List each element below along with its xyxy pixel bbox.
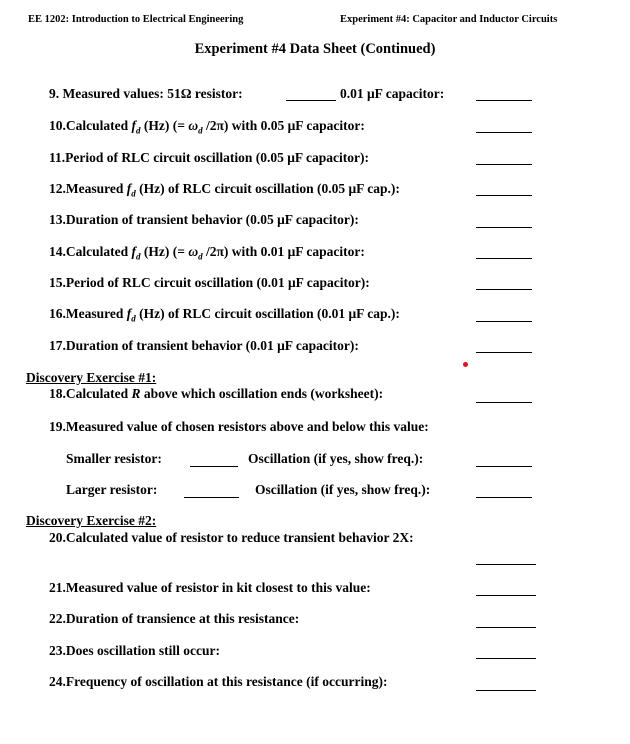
question-18: 18.Calculated R above which oscillation ends (worksheet):: [49, 386, 384, 401]
discovery-exercise-1-heading: Discovery Exercise #1:: [26, 370, 157, 385]
question-17: 17.Duration of transient behavior (0.01 μF capacitor):: [49, 338, 359, 353]
answer-line-21[interactable]: [476, 595, 536, 596]
answer-line-16[interactable]: [476, 321, 532, 322]
question-21: 21.Measured value of resistor in kit closest to this value:: [49, 580, 371, 595]
question-12: 12.Measured $f_d$ (Hz) of RLC circuit oscillation (0.05 μF cap.):: [49, 181, 400, 199]
question-19: 19.Measured value of chosen resistors above and below this value:: [49, 419, 429, 434]
discovery-exercise-2-heading: Discovery Exercise #2:: [26, 513, 157, 528]
answer-line-15[interactable]: [476, 289, 532, 290]
smaller-resistor-label: Smaller resistor:: [66, 451, 162, 466]
larger-oscillation-label: Oscillation (if yes, show freq.):: [255, 482, 431, 497]
question-11: 11.Period of RLC circuit oscillation (0.05 μF capacitor):: [49, 150, 369, 165]
red-marker-dot: [463, 362, 468, 367]
answer-line-10[interactable]: [476, 132, 532, 133]
answer-line-18[interactable]: [476, 402, 532, 403]
question-24: 24.Frequency of oscillation at this resistance (if occurring):: [49, 674, 388, 689]
answer-line-9-resistor[interactable]: [286, 100, 336, 101]
answer-line-smaller-resistor[interactable]: [190, 466, 238, 467]
question-22: 22.Duration of transience at this resistance:: [49, 611, 300, 626]
course-header: EE 1202: Introduction to Electrical Engineering: [28, 14, 244, 25]
answer-line-12[interactable]: [476, 195, 532, 196]
answer-line-24[interactable]: [476, 690, 536, 691]
answer-line-20[interactable]: [476, 564, 536, 565]
question-9-capacitor-label: 0.01 μF capacitor:: [340, 86, 445, 101]
question-14: 14.Calculated $f_d$ (Hz) (= $\omega_d$ /2π) with 0.01 μF capacitor:: [49, 244, 365, 262]
question-15: 15.Period of RLC circuit oscillation (0.01 μF capacitor):: [49, 275, 370, 290]
question-20: 20.Calculated value of resistor to reduce transient behavior 2X:: [49, 530, 414, 545]
question-9: 9. Measured values: 51Ω resistor:: [49, 86, 243, 101]
answer-line-22[interactable]: [476, 627, 536, 628]
question-13: 13.Duration of transient behavior (0.05 μF capacitor):: [49, 212, 359, 227]
answer-line-11[interactable]: [476, 164, 532, 165]
page-title: Experiment #4 Data Sheet (Continued): [194, 41, 436, 57]
experiment-header: Experiment #4: Capacitor and Inductor Circuits: [340, 14, 558, 25]
question-10: 10.Calculated $f_d$ (Hz) (= $\omega_d$ /2π) with 0.05 μF capacitor:: [49, 118, 365, 136]
question-23: 23.Does oscillation still occur:: [49, 643, 220, 658]
answer-line-13[interactable]: [476, 227, 532, 228]
smaller-oscillation-label: Oscillation (if yes, show freq.):: [248, 451, 424, 466]
question-16: 16.Measured $f_d$ (Hz) of RLC circuit oscillation (0.01 μF cap.):: [49, 306, 400, 324]
answer-line-smaller-oscillation[interactable]: [476, 466, 532, 467]
answer-line-17[interactable]: [476, 352, 532, 353]
answer-line-14[interactable]: [476, 258, 532, 259]
answer-line-larger-oscillation[interactable]: [476, 497, 532, 498]
larger-resistor-label: Larger resistor:: [66, 482, 158, 497]
answer-line-9-capacitor[interactable]: [476, 100, 532, 101]
answer-line-larger-resistor[interactable]: [184, 497, 239, 498]
answer-line-23[interactable]: [476, 658, 536, 659]
